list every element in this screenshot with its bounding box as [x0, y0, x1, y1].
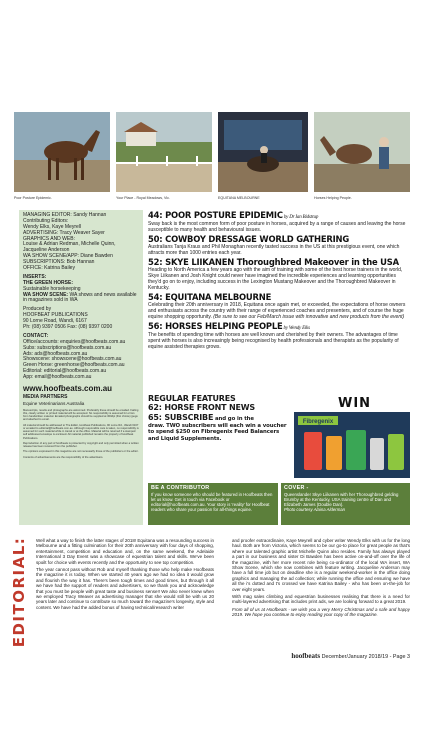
masthead-credits: [23, 213, 139, 272]
masthead-line: ADVERTISING: Tracy Weaver Sayer: [23, 229, 105, 236]
prize-brand-label: Fibregenix: [302, 419, 334, 425]
footer-issue: December/January 2018/19 - Page 3: [320, 654, 410, 660]
disclaimer-text: Manuscripts, results and photographs are welcomed. Preferably these should be emailed. Failing this, clearly written or printed material will be accepted. No responsibility is assumed for errors from handwritten material. Emailed photographs should be supplied at 300dpi (first choice) jpegs and attached to email.: [23, 408, 139, 422]
article-heading[interactable]: 50: COWBOY DRESSAGE WORLD GATHERING: [148, 233, 350, 244]
contact-line[interactable]: App: email@hoofbeats.com.au: [23, 374, 92, 381]
contact-block: [23, 334, 139, 381]
article-note: (Be sure to see our Feb/March issue with innovative and new products from the event): [213, 314, 405, 321]
masthead-line: Contributing Editors:: [23, 217, 69, 224]
contact-line[interactable]: Office/accounts: enquiries@hoofbeats.com.au: [23, 338, 126, 345]
photo-royal-meadows: [116, 112, 212, 192]
editorial-label: EDITORIAL:: [10, 536, 28, 648]
page-footer: [291, 652, 410, 660]
masthead-line: Louise & Adrian Redman, Michelle Quinn, Jacqueline Anderson: [23, 241, 116, 254]
article-summary: Celebrating their 20th anniversary in 2018, Equitana once again met, or exceeded, the expectations of horse owners and enthusiasts across the country with their range of experienced coaches and presenters, and of course the huge equine shopping opportunity. (Be sure to see our Feb/March issue with innovative and new products from the event): [148, 302, 406, 321]
editorial-column-2: [232, 538, 410, 648]
contact-line[interactable]: Ads: ads@hoofbeats.com.au: [23, 350, 88, 357]
disclaimer-text: The opinions expressed in this magazine are not necessarily those of the publishers or the editor.: [23, 450, 139, 454]
win-label: WIN: [338, 396, 372, 411]
green-horse-text: Sustainable horsekeeping: [23, 285, 81, 292]
article-summary: Sway back is the most common form of poor posture in horses, acquired by a range of causes and leaving the horse susceptible to many health and behavioural issues.: [148, 220, 406, 233]
masthead-line: OFFICE: Katrina Bailey: [23, 265, 75, 272]
photo-horses-helping-people: [314, 112, 410, 192]
contributor-body: If you know someone who should be featured in Hoofbeats then let us know. Get in touch via Facebook or editorial@hoofbeats.com.au. Your story is 'reality' for Hoofbeat readers who share your passion for all-things equine.: [151, 492, 273, 513]
disclaimer-text: All material should be addressed to The Editor, Hoofbeat Publications, 90 Lorne Rd., Wandi 6167 or emailed to editorial@hoofbeats.com.au. Although responsible care is taken, no responsibility is assumed for such material while in transit or at the office. Material will be returned if a stamped self addressed envelope is enclosed. All material published remains the property of Hoofbeat Publications.: [23, 423, 139, 440]
editorial-paragraph: The year cannot pass without Rob and myself thanking those who help make Hoofbeats the magazine it is today. When we started 40 years ago we had no idea it would grow and flourish the way it has. There's been tough times and good times, but through it all we have had the support of readers and advertisers, so we thank you and acknowledge that you must be people with great taste and business sense!! We also never knew when we employed Tracy Weaver as advertising manager that she would still be with us 20 years later and continue to contribute so much toward the magazine's longevity, style and content. We have had the added bonus of having technical/research writer: [36, 566, 214, 610]
contributor-title: BE A CONTRIBUTOR: [151, 485, 210, 491]
prize-image: [294, 412, 410, 478]
inserts-title: INSERTS:: [23, 273, 47, 280]
photo-equitana: [218, 112, 308, 192]
cover-title: COVER -: [284, 485, 309, 491]
article-summary: Heading to North America a few years ago with the aim of training with some of the best horse trainers in the world, Skye Liikanen and Josh Knight could never have imagined the incredible experiences and learning opportunities they'd go on to enjoy, including success in the Lexington Mustang Makeover and the Thoroughbred Makeover in Kentucky.: [148, 266, 403, 291]
publisher-name: HOOFBEAT PUBLICATIONS: [23, 312, 88, 319]
masthead-line: WA SHOW SCENE/APP: Diane Bawden: [23, 253, 113, 260]
editorial-paragraph: Well what a way to finish the latter stages of 2018! Equitana was a resounding success in Melbourne and a fitting culmination for their 20th anniversary with four days of shopping, entertainment, competition and education and, on the same weekend, the Adelaide International 3 Day Event was a showcase of equestrian talent and skills. We've been spoilt for choice with events recently and the opportunity to see top competition.: [36, 538, 214, 565]
photo-poor-posture: [14, 112, 110, 192]
cover-credit: Photo courtesy Alaina Alderman: [284, 507, 346, 513]
editorial-paragraph: With mag sales climbing and equestrian businesses realising that there is a need for multi-layered advertising that includes print ads, we are looking forward to a great 2019.: [232, 593, 410, 605]
article-byline: by Dr Ian Bidstrup: [282, 215, 319, 220]
contact-line[interactable]: Subs: subscriptions@hoofbeats.com.au: [23, 344, 112, 351]
contact-line[interactable]: Green Horse: greenhorse@hoofbeats.com.au: [23, 362, 125, 369]
article-heading[interactable]: 44: POOR POSTURE EPIDEMIC by Dr Ian Bidstrup: [148, 210, 319, 220]
publisher-block: [23, 307, 139, 331]
feature-item[interactable]: 62: HORSE FRONT NEWS: [148, 403, 255, 413]
contributor-box: [148, 483, 278, 525]
regular-features: [148, 394, 290, 480]
article-heading[interactable]: 52: SKYE LIIKANEN Thoroughbred Makeover in the USA: [148, 256, 399, 267]
contents-list: [148, 210, 410, 393]
editorial-column-1: [36, 538, 214, 648]
wa-show-scene-text: WA shows and news available in magazines sold in WA: [23, 291, 137, 304]
masthead-column: [19, 210, 143, 525]
masthead-line: GRAPHICS AND WEB:: [23, 235, 75, 242]
article-byline: by Wendy Elks: [282, 326, 310, 332]
media-partners-title: MEDIA PARTNERS: [23, 394, 68, 401]
masthead-line: Wendy Elks, Kaye Meyrell: [23, 223, 81, 230]
footer-brand: hoofbeats: [291, 652, 321, 660]
caption-poor-posture: Poor Posture Epidemic.: [14, 196, 52, 200]
masthead-line: SUBSCRIPTIONS: Bob Hannan: [23, 259, 95, 266]
green-horse-label: THE GREEN HORSE:: [23, 279, 74, 286]
article-heading[interactable]: 54: EQUITANA MELBOURNE: [148, 291, 272, 302]
website-link[interactable]: www.hoofbeats.com.au: [23, 384, 113, 394]
media-partners-subtitle: Equine Veterinarians Australia: [23, 401, 85, 407]
editorial-signoff: From all of us at Hoofbeats - we wish you a very Merry Christmas and a safe and happy 2019. We hope you continue to enjoy reading your copy of the magazine.: [232, 606, 410, 618]
caption-horses-helping-people: Horses Helping People.: [314, 196, 352, 200]
article-summary: Australians Tanja Kraus and Phil Monaghan recently tasted success in the US at this prestigious event, one which attracts more than 1000 entries each year.: [148, 243, 400, 256]
contact-line[interactable]: Showscene: showscene@hoofbeats.com.au: [23, 356, 122, 363]
disclaimer-text: Contents of advertisements are the responsibility of the advertisers.: [23, 455, 104, 459]
cover-box: [281, 483, 410, 525]
regular-features-title: REGULAR FEATURES: [148, 394, 236, 403]
contact-title: CONTACT:: [23, 332, 49, 339]
inserts-block: [23, 275, 139, 304]
caption-equitana: EQUITANA MELBOURNE: [218, 196, 260, 200]
publisher-phone: Ph: (08) 9397 0506 Fax: (08) 9397 0200: [23, 324, 113, 331]
article-heading[interactable]: 56: HORSES HELPING PEOPLE by Wendy Elks: [148, 321, 310, 332]
produced-by: Produced by: [23, 306, 52, 313]
caption-royal-meadows: Your Place - Royal Meadows, Vic.: [116, 196, 170, 200]
article-summary: The benefits of spending time with horses are well known and cherished by their owners. The advantages of time spent with horses is also increasingly being recognised by health professionals and therapists as the popularity of equine assisted therapies grows.: [148, 331, 399, 350]
photo-strip: [14, 112, 410, 198]
wa-show-scene-label: WA SHOW SCENE:: [23, 291, 69, 298]
subscribe-tail: and go in the: [213, 415, 254, 422]
editorial-paragraph: and proofer extraordinaire, Kaye Meyrell and cyber writer Wendy Elks with us for the long haul. Both are from Victoria, which seems to be our go-to place for great people as that's where our talented graphic artist Michelle Quinn also resides. Family has always played a part in our business and sister Di Bawden has been active on-and-off over the life of the magazine, with her more recent role being co-ordinator of the local WA insert, WA Show Scene, which she now combines with feature writing. Jacqueline Anderson may have a full time job but on deadline she is a regular weekend-worker in the office doing graphics and managing the ad collection; while running the office and ensuring we have all the i's dotted and t's crossed we have Katrina Bailey - who has been on-the-job for over eight years.: [232, 538, 410, 592]
cover-body: Queenslander Skye Liikanen with her Thoroughbred gelding Brumby at the Kentucky, USA training centre of Dan and Elizabeth James (Double Dan).: [284, 492, 399, 508]
subscribe-promo: draw. TWO subscribers will each win a voucher to spend $250 on Fibregenix Feed Balancers and Liquid Supplements.: [148, 422, 287, 443]
disclaimer-text: Reproduction of any part of hoofbeats is protected by copyright and only permitted when a written release has been received from the publisher.: [23, 441, 139, 449]
publisher-address: 90 Lorne Road, Wandi, 6167: [23, 318, 87, 325]
masthead-line: MANAGING EDITOR: Sandy Hannan: [23, 212, 107, 218]
contact-line[interactable]: Editorial: editorial@hoofbeats.com.au: [23, 368, 107, 375]
feature-item[interactable]: 65: SUBSCRIBE and go in the: [148, 412, 254, 422]
